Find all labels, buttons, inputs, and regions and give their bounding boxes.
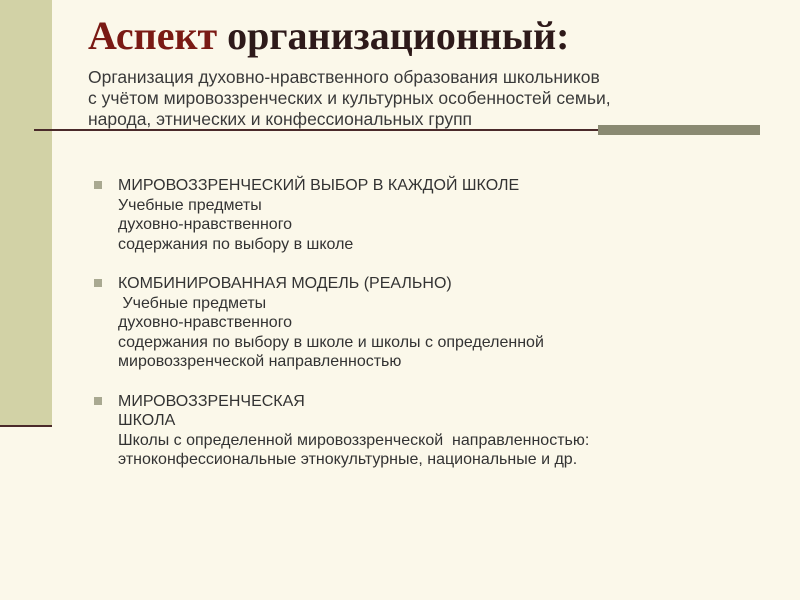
bullet-text-line: Школы с определенной мировоззренческой направленностью: — [118, 431, 590, 449]
bullet-text-line: этноконфессиональные этнокультурные, национальные и др. — [118, 451, 578, 468]
square-bullet-icon — [94, 397, 102, 405]
bullet-item-worldview-choice — [94, 176, 784, 254]
bullet-text-line: духовно-нравственного — [118, 314, 293, 331]
bullet-heading: ШКОЛА — [118, 412, 176, 429]
bullet-heading: МИРОВОЗЗРЕНЧЕСКИЙ ВЫБОР В КАЖДОЙ ШКОЛЕ — [118, 177, 520, 194]
bullet-heading: КОМБИНИРОВАННАЯ МОДЕЛЬ (РЕАЛЬНО) — [118, 275, 452, 292]
bullet-text-line: содержания по выбору в школе и школы с определенной — [118, 333, 544, 351]
subtitle-line: народа, этнических и конфессиональных групп — [88, 109, 473, 129]
bullet-heading: МИРОВОЗЗРЕНЧЕСКАЯ — [118, 392, 305, 410]
square-bullet-icon — [94, 181, 102, 189]
slide-title — [88, 10, 570, 62]
bullet-text-line: духовно-нравственного — [118, 216, 293, 233]
bullet-text-line: Учебные предметы — [118, 294, 267, 312]
bullet-item-worldview-school — [94, 392, 784, 470]
subtitle-line: с учётом мировоззренческих и культурных особенностей семьи, — [88, 88, 611, 108]
bullet-text-line: Учебные предметы — [118, 196, 262, 214]
decorative-left-band — [0, 0, 52, 426]
title-part-1: Аспект — [88, 13, 218, 58]
slide-subtitle — [88, 67, 788, 130]
bullet-text-line: мировоззренческой направленностью — [118, 353, 402, 370]
decorative-left-rule — [0, 425, 52, 427]
bullet-list — [94, 176, 784, 490]
bullet-text-line: содержания по выбору в школе — [118, 235, 354, 253]
subtitle-line: Организация духовно-нравственного образования школьников — [88, 67, 600, 87]
title-part-2: организационный: — [227, 13, 570, 58]
bullet-item-combined-model — [94, 274, 784, 372]
square-bullet-icon — [94, 279, 102, 287]
